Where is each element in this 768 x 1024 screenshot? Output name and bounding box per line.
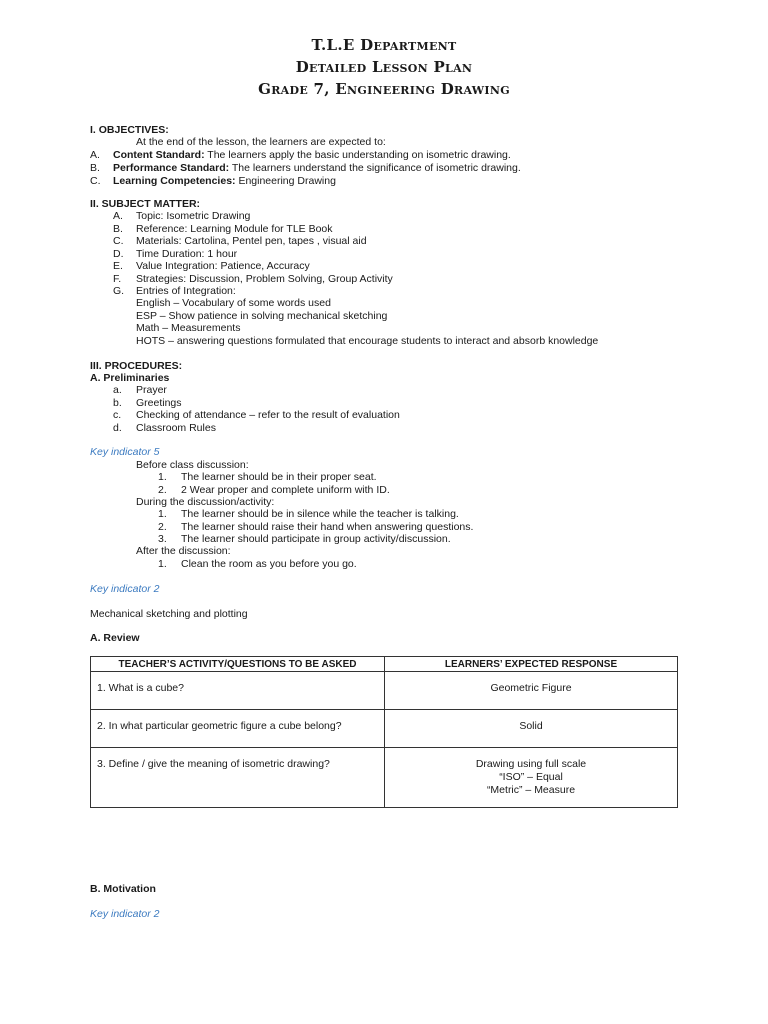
after-discussion-heading: After the discussion:: [136, 545, 231, 557]
subject-marker: F.: [113, 273, 122, 285]
objective-item: A.: [90, 149, 100, 161]
answer-line: “ISO” – Equal: [499, 771, 563, 783]
rule-marker: 3.: [158, 533, 167, 545]
during-discussion-heading: During the discussion/activity:: [136, 496, 275, 508]
preliminary-item: Greetings: [136, 397, 182, 409]
rule-item: The learner should participate in group activity/discussion.: [181, 533, 451, 545]
key-indicator-label: Key indicator 2: [90, 583, 160, 595]
preliminary-marker: c.: [113, 409, 122, 421]
table-row: [91, 672, 678, 710]
lesson-plan-title: Detailed Lesson Plan: [295, 58, 473, 76]
integration-entry: HOTS – answering questions formulated that encourage students to interact and absorb knowledge: [136, 335, 599, 347]
rule-item: Clean the room as you before you go.: [181, 558, 357, 570]
rule-item: 2 Wear proper and complete uniform with ID.: [181, 484, 390, 496]
question-cell: 2. In what particular geometric figure a cube belong?: [91, 710, 385, 748]
before-class-heading: Before class discussion:: [136, 459, 249, 471]
table-header-row: [91, 657, 678, 672]
subject-item: Time Duration: 1 hour: [136, 248, 238, 260]
subject-marker: D.: [113, 248, 124, 260]
objective-text: Learning Competencies: Engineering Drawing: [113, 175, 336, 187]
subject-item: Value Integration: Patience, Accuracy: [136, 260, 310, 272]
answer-line: “Metric” – Measure: [486, 784, 576, 796]
motivation-heading: B. Motivation: [90, 883, 156, 895]
integration-entry: English – Vocabulary of some words used: [136, 297, 331, 309]
integration-entry: Math – Measurements: [136, 322, 241, 334]
preliminary-marker: d.: [113, 422, 122, 434]
subject-item: Reference: Learning Module for TLE Book: [136, 223, 333, 235]
objective-item: C.: [90, 175, 101, 187]
objective-item: B.: [90, 162, 100, 174]
question-cell: 1. What is a cube?: [91, 672, 385, 710]
rule-item: The learner should be in silence while the teacher is talking.: [181, 508, 459, 520]
question-cell: 3. Define / give the meaning of isometric drawing?: [91, 748, 385, 808]
rule-marker: 1.: [158, 508, 167, 520]
review-table: [90, 656, 678, 808]
subject-item: Materials: Cartolina, Pentel pen, tapes , visual aid: [136, 235, 367, 247]
preliminaries-heading: A. Preliminaries: [90, 372, 170, 384]
answer-line: Solid: [519, 720, 543, 732]
rule-item: The learner should be in their proper seat.: [181, 471, 377, 483]
subject-marker: E.: [113, 260, 123, 272]
preliminary-item: Classroom Rules: [136, 422, 216, 434]
objectives-intro: At the end of the lesson, the learners are expected to:: [136, 136, 386, 148]
rule-marker: 2.: [158, 521, 167, 533]
rule-marker: 1.: [158, 471, 167, 483]
answer-line: Geometric Figure: [490, 682, 572, 694]
procedures-heading: III. PROCEDURES:: [90, 360, 183, 372]
objectives-heading: I. OBJECTIVES:: [90, 124, 169, 136]
department-title: T.L.E Department: [311, 36, 457, 54]
answer-line: Drawing using full scale: [475, 758, 587, 770]
review-heading: A. Review: [90, 632, 140, 644]
key-indicator-label: Key indicator 5: [90, 446, 160, 458]
objective-text: Content Standard: The learners apply the basic understanding on isometric drawing.: [113, 149, 511, 161]
rule-marker: 1.: [158, 558, 167, 570]
subject-item: Strategies: Discussion, Problem Solving, Group Activity: [136, 273, 393, 285]
key-indicator-label: Key indicator 2: [90, 908, 160, 920]
document-title: [0, 34, 768, 100]
column-header: LEARNERS’ EXPECTED RESPONSE: [385, 657, 678, 672]
mechanical-sketching-text: Mechanical sketching and plotting: [90, 608, 248, 620]
grade-subject-title: Grade 7, Engineering Drawing: [258, 80, 510, 98]
subject-marker: C.: [113, 235, 124, 247]
subject-item: Entries of Integration:: [136, 285, 236, 297]
subject-marker: B.: [113, 223, 123, 235]
table-row: [91, 748, 678, 808]
rule-item: The learner should raise their hand when answering questions.: [181, 521, 474, 533]
objective-text: Performance Standard: The learners understand the significance of isometric drawing.: [113, 162, 521, 174]
answer-cell: [385, 672, 678, 710]
answer-cell: [385, 748, 678, 808]
subject-marker: G.: [113, 285, 125, 297]
table-row: [91, 710, 678, 748]
preliminary-marker: a.: [113, 384, 122, 396]
preliminary-marker: b.: [113, 397, 122, 409]
column-header: TEACHER’S ACTIVITY/QUESTIONS TO BE ASKED: [91, 657, 385, 672]
integration-entry: ESP – Show patience in solving mechanical sketching: [136, 310, 388, 322]
subject-marker: A.: [113, 210, 123, 222]
answer-cell: [385, 710, 678, 748]
subject-matter-heading: II. SUBJECT MATTER:: [90, 198, 201, 210]
subject-item: Topic: Isometric Drawing: [136, 210, 251, 222]
preliminary-item: Checking of attendance – refer to the result of evaluation: [136, 409, 400, 421]
preliminary-item: Prayer: [136, 384, 167, 396]
rule-marker: 2.: [158, 484, 167, 496]
